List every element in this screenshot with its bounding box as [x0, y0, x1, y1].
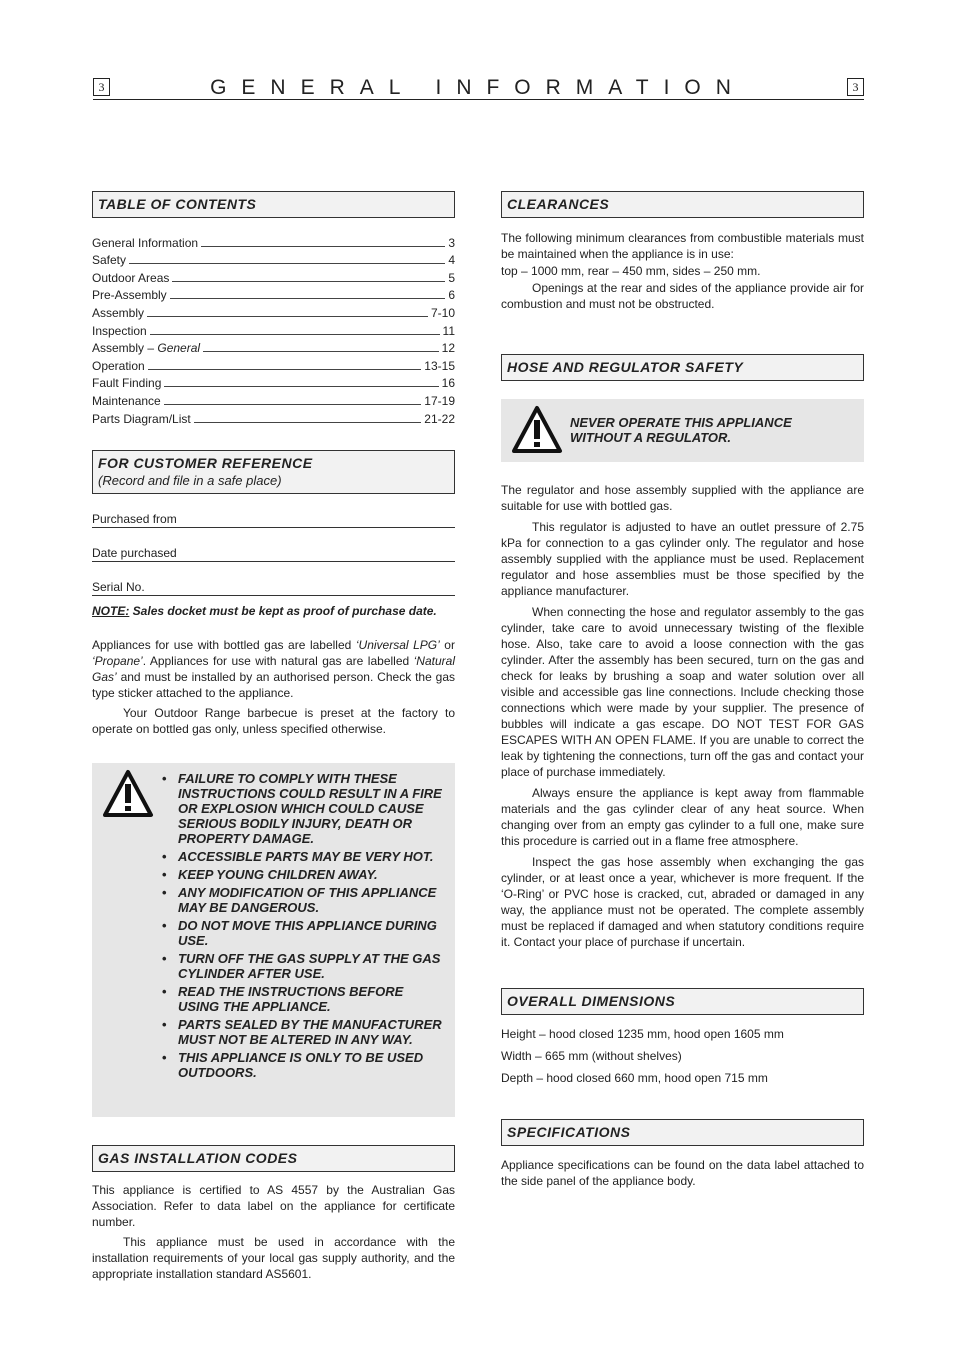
header-rule	[93, 99, 864, 100]
customer-reference-subheading: (Record and file in a safe place)	[98, 472, 282, 488]
clearances-heading: CLEARANCES	[501, 191, 864, 218]
gas-type-paragraph: Appliances for use with bottled gas are labelled ‘Universal LPG’ or ‘Propane’. Appliances for use with natural gas are labelled ‘Natural Gas’ and must be installed by an authorised person. Check the gas type sticker attached to the appliance.	[92, 637, 455, 700]
regulator-warning-box	[501, 399, 864, 462]
list-item: • TURN OFF THE GAS SUPPLY AT THE GAS CYLINDER AFTER USE.	[162, 951, 442, 981]
hose-paragraph-5: Inspect the gas hose assembly when exchanging the gas cylinder, or at least once a year, whichever is more frequent. If the ‘O-Ring’ or PVC hose is cracked, cut, abraded or damaged in any way, the appliance must not be operated. The complete assembly must be replaced if damaged and when statutory conditions require it. Contact your place of purchase if uncertain.	[501, 855, 864, 949]
page-title: GENERAL INFORMATION	[210, 76, 746, 99]
hose-regulator-heading: HOSE AND REGULATOR SAFETY	[501, 354, 864, 381]
left-column	[92, 191, 455, 1282]
safety-warning-box	[92, 763, 455, 1117]
clearances-paragraph-2: top – 1000 mm, rear – 450 mm, sides – 250 mm.	[501, 264, 761, 278]
list-item: • ACCESSIBLE PARTS MAY BE VERY HOT.	[162, 849, 442, 864]
hose-paragraph-3: When connecting the hose and regulator assembly to the gas cylinder, take care to avoid unnecessary twisting of the flexible hose. Also, take care to avoid a loose connection with the gas cylinder. After the assembly has been secured, turn on the gas and check for leaks by brushing a soap and water solution over all visible and accessible gas line connections. Include checking those connections which were made by your supplier. The presence of bubbles will indicate a gas escape. DO NOT TEST FOR GAS ESCAPES WITH AN OPEN FLAME. If you are unable to correct the leak by tightening the connections, turn off the gas and contact your place of purchase immediately.	[501, 605, 864, 779]
safety-warning-list	[162, 771, 442, 1083]
hose-paragraph-4: Always ensure the appliance is kept away from flammable materials and the gas cylinder clear of any heat source. When changing over from an empty gas cylinder to a full one, make sure this procedure is carried out in a flame free atmosphere.	[501, 786, 864, 848]
clearances-paragraph-1: The following minimum clearances from combustible materials must be maintained when the appliance is in use:	[501, 231, 864, 261]
gas-codes-heading: GAS INSTALLATION CODES	[92, 1145, 455, 1172]
toc-row: Operation 13-15	[92, 358, 455, 373]
toc-heading: TABLE OF CONTENTS	[92, 191, 455, 218]
gas-codes-paragraph-2: This appliance must be used in accordance with the installation requirements of your local gas supply authority, and the appropriate installation standard AS5601.	[92, 1234, 455, 1281]
toc-row: Parts Diagram/List 21-22	[92, 411, 455, 426]
dimensions-heading: OVERALL DIMENSIONS	[501, 988, 864, 1015]
list-item: • ANY MODIFICATION OF THIS APPLIANCE MAY BE DANGEROUS.	[162, 885, 442, 915]
clearances-paragraph-3: Openings at the rear and sides of the appliance provide air for combustion and must not be obstructed.	[501, 281, 864, 311]
toc-row: Assembly 7-10	[92, 305, 455, 320]
toc-row: General Information 3	[92, 235, 455, 250]
customer-reference-heading: FOR CUSTOMER REFERENCE (Record and file in a safe place)	[92, 450, 455, 494]
serial-number-field[interactable]: Serial No.	[92, 580, 455, 596]
toc-row: Pre-Assembly 6	[92, 288, 455, 303]
warning-triangle-icon	[511, 405, 563, 455]
toc-row: Fault Finding 16	[92, 376, 455, 391]
purchase-note: NOTE: Sales docket must be kept as proof of purchase date.	[92, 603, 437, 618]
list-item: • FAILURE TO COMPLY WITH THESE INSTRUCTIONS COULD RESULT IN A FIRE OR EXPLOSION WHICH COULD CAUSE SERIOUS BODILY INJURY, DEATH OR PROPERTY DAMAGE.	[162, 771, 442, 846]
warning-triangle-icon	[102, 769, 154, 819]
specifications-paragraph: Appliance specifications can be found on the data label attached to the side panel of the appliance body.	[501, 1158, 864, 1188]
hose-paragraph-1: The regulator and hose assembly supplied with the appliance are suitable for use with bottled gas.	[501, 483, 864, 513]
regulator-warning-text: NEVER OPERATE THIS APPLIANCE WITHOUT A REGULATOR.	[570, 415, 792, 445]
date-purchased-field[interactable]: Date purchased	[92, 546, 455, 562]
toc-row: Safety 4	[92, 253, 455, 268]
list-item: Width – 665 mm (without shelves)	[501, 1049, 682, 1063]
toc-row: Assembly – General 12	[92, 341, 455, 356]
list-item: Depth – hood closed 660 mm, hood open 715 mm	[501, 1071, 768, 1085]
gas-codes-paragraph-1: This appliance is certified to AS 4557 by the Australian Gas Association. Refer to data label on the appliance for certificate number.	[92, 1182, 455, 1229]
specifications-heading: SPECIFICATIONS	[501, 1119, 864, 1146]
list-item: • READ THE INSTRUCTIONS BEFORE USING THE APPLIANCE.	[162, 984, 442, 1014]
factory-preset-paragraph: Your Outdoor Range barbecue is preset at the factory to operate on bottled gas only, unless specified otherwise.	[92, 705, 455, 736]
list-item: • DO NOT MOVE THIS APPLIANCE DURING USE.	[162, 918, 442, 948]
right-column	[501, 191, 864, 1189]
list-item: • KEEP YOUNG CHILDREN AWAY.	[162, 867, 442, 882]
toc-row: Maintenance 17-19	[92, 393, 455, 408]
toc-row: Outdoor Areas 5	[92, 270, 455, 285]
list-item: • PARTS SEALED BY THE MANUFACTURER MUST NOT BE ALTERED IN ANY WAY.	[162, 1017, 442, 1047]
page-number-left: 3	[93, 78, 110, 96]
list-item: • THIS APPLIANCE IS ONLY TO BE USED OUTDOORS.	[162, 1050, 442, 1080]
list-item: Height – hood closed 1235 mm, hood open 1605 mm	[501, 1027, 784, 1041]
table-of-contents	[92, 232, 455, 426]
hose-paragraph-2: This regulator is adjusted to have an outlet pressure of 2.75 kPa for connection to a gas cylinder only. The regulator and hose assembly supplied with the appliance must be used. Replacement regulator and hose assemblies must be those specified by the appliance manufacturer.	[501, 520, 864, 598]
dimensions-list	[501, 1027, 864, 1085]
page-number-right: 3	[847, 78, 864, 96]
purchased-from-field[interactable]: Purchased from	[92, 512, 455, 528]
toc-row: Inspection 11	[92, 323, 455, 338]
